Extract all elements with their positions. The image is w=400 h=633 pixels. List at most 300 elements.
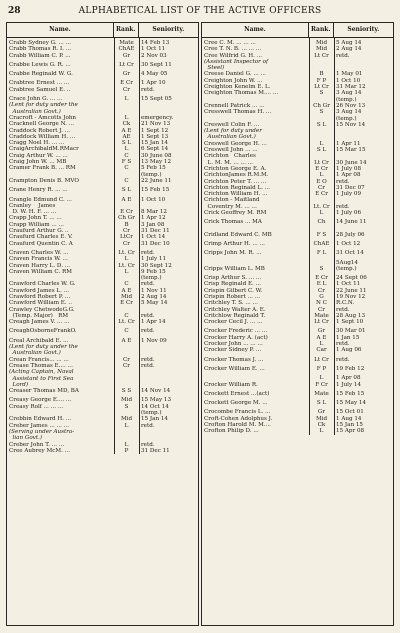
officer-rank: P xyxy=(124,447,129,454)
officer-rank: Lt. Cr xyxy=(313,203,330,210)
officer-rank: Lt Cr xyxy=(314,84,329,91)
officer-rank: S xyxy=(319,90,324,97)
officer-seniority: 1 July 11 xyxy=(141,256,167,263)
officer-seniority: 1 Sept 10 xyxy=(336,319,364,326)
officer-name: Crocker John ... ... ... xyxy=(204,341,263,348)
page-header xyxy=(6,4,394,18)
officer-name: Crispin Gilbert C. W. xyxy=(204,287,263,294)
officer-seniority: 1 Oct 11 xyxy=(336,281,361,288)
officer-rank: S L xyxy=(121,187,132,194)
officer-name: Australian Govt.) xyxy=(9,350,61,357)
officer-name: CrichtonJames R.M.M. xyxy=(204,172,269,179)
officer-rank: L xyxy=(124,146,129,153)
officer-name: (Temp. Major) RM xyxy=(9,312,69,319)
officer-rank: Mate xyxy=(314,312,329,319)
page-number: 28 xyxy=(8,6,21,16)
officer-rank: Mate xyxy=(119,40,134,46)
officer-rank: N C xyxy=(316,300,327,307)
officer-seniority: 6 Sept 14 xyxy=(141,146,169,153)
officer-seniority: retd. xyxy=(336,341,350,348)
officer-name: (Assistant Inspector of xyxy=(204,58,269,65)
officer-name: Crisp Reginald E. ... xyxy=(204,281,261,288)
officer-name: Australian Govt.) xyxy=(9,108,61,115)
officer-rank: Cr xyxy=(318,287,325,294)
officer-name: Crabtree Ernest ... ... xyxy=(9,80,70,87)
officer-name: Crocker Harry A. (act) xyxy=(204,334,268,341)
officer-name: CraigArchibaldM.RMacr xyxy=(9,146,79,153)
officer-rank: Lt. Cr xyxy=(118,249,135,256)
officer-name: Crichton - Maitland xyxy=(204,197,260,204)
officer-name: Craufurd Arthur G. .. xyxy=(9,228,69,235)
officer-name: Australian Govt.) xyxy=(204,134,256,141)
officer-seniority: 1 Aug 06 xyxy=(336,347,362,354)
officer-name: Cree T. N. B. ... ... ... xyxy=(204,46,262,53)
officer-rank: E O xyxy=(316,178,327,185)
officer-name: Steel) xyxy=(204,65,225,72)
officer-rank: E Cr xyxy=(315,275,328,282)
officer-name: Creasy George E.... ... xyxy=(9,397,72,404)
officer-seniority: 31 Mar 12 xyxy=(336,84,366,91)
officer-name: Cripps William L. MB xyxy=(204,265,265,272)
officer-rank: Mid xyxy=(120,397,133,404)
rank-column-header: Rank. xyxy=(114,23,139,37)
officer-name: Cree C. M. ... ... ... xyxy=(204,40,256,46)
officer-rank: Cr xyxy=(318,306,325,313)
officer-rank: C xyxy=(124,177,129,184)
officer-seniority: retd. xyxy=(336,203,350,210)
officer-seniority: 15 Mar 15 xyxy=(336,147,366,154)
officer-seniority: 1 July 14 xyxy=(336,381,362,388)
officer-rank: Lt. Cr xyxy=(118,262,135,269)
left-table-body xyxy=(7,38,198,454)
officer-seniority: 30 Sept 12 xyxy=(141,262,172,269)
officer-rank: C xyxy=(124,328,129,335)
officer-rank: G xyxy=(319,293,324,300)
officer-rank: A E xyxy=(121,287,132,294)
officer-seniority: 2 Aug 14 xyxy=(141,293,167,300)
officer-name: Cripps John M. R. ... xyxy=(204,250,262,257)
officer-seniority: 1 Apr 12 xyxy=(141,215,166,222)
officer-rank: E L xyxy=(316,281,327,288)
officer-name: Crichton George E. A. xyxy=(204,165,267,172)
officer-seniority: 1 Oct 12 xyxy=(336,240,361,247)
officer-name: Crampton Denis B. MVO xyxy=(9,177,79,184)
officer-rank: S xyxy=(124,403,129,410)
officer-seniority: 2 Nov 03 xyxy=(141,52,167,59)
officer-rank: Mid xyxy=(315,40,328,46)
officer-seniority: 31 Dec 11 xyxy=(141,228,170,235)
officer-seniority: (temp.) xyxy=(141,410,162,417)
officer-seniority: 14 June 11 xyxy=(336,219,367,226)
officer-name: Crawley ChetwodeG.G. xyxy=(9,306,75,313)
officer-seniority: 1 Oct 10 xyxy=(336,77,361,84)
officer-rank: F P xyxy=(316,77,327,84)
officer-rank: B xyxy=(124,221,129,228)
officer-name: Crapp William ... ... xyxy=(9,221,64,228)
officer-rank: Cr xyxy=(123,356,130,363)
table-header xyxy=(7,23,198,38)
officer-name: Critchley T. S. ... ... xyxy=(204,300,258,307)
officer-seniority: 1 July 08 xyxy=(336,165,362,172)
officer-rank: L xyxy=(319,172,324,179)
officer-seniority: 31 Oct 14 xyxy=(336,250,364,257)
officer-name: Crocker William R. xyxy=(204,381,258,388)
officer-rank: L xyxy=(319,140,324,147)
officer-name: Crocker Sidney P. ... xyxy=(204,347,262,354)
officer-name: Lord) xyxy=(9,381,29,388)
officer-rank: S L xyxy=(316,147,327,154)
officer-seniority: 1 Jan 15 xyxy=(336,334,360,341)
officer-name: Cranley James xyxy=(9,202,56,209)
officer-name: Craddock Robert J. ... xyxy=(9,127,70,134)
officer-name: (Acting Captain, Naval xyxy=(9,369,74,376)
officer-rank: Car xyxy=(316,347,327,354)
officer-name: Crocker Thomas J. ... xyxy=(204,356,264,363)
officer-name: CreaghOsborneFrankO. xyxy=(9,328,77,335)
officer-name: Critchley Walter A. E. xyxy=(204,306,266,313)
officer-name: Creighton Kenelm E. L. xyxy=(204,84,271,91)
officer-name: Crichton Reginald L. ... xyxy=(204,184,271,191)
officer-name: Craven William C. RM xyxy=(9,268,72,275)
officer-rank: Gr xyxy=(122,71,131,78)
officer-rank: Mid xyxy=(120,293,133,300)
officer-name: Creighton Thomas M.... ... xyxy=(204,90,279,97)
officer-seniority: 14 Oct 14 xyxy=(141,403,169,410)
officer-seniority: 22 June 11 xyxy=(336,287,367,294)
officer-name: Crawford William E. .. xyxy=(9,300,72,307)
officer-seniority: 1 July 06 xyxy=(336,210,362,217)
officer-seniority: 15 Jan 14 xyxy=(141,416,168,423)
officer-seniority: 15 Feb 15 xyxy=(336,390,365,397)
officer-name: Coventry M. ... ... xyxy=(204,203,257,210)
officer-rank: Cr xyxy=(123,240,130,247)
officer-name: Crean Francis... ... ... xyxy=(9,356,69,363)
officer-rank: L xyxy=(124,441,129,448)
officer-seniority: (temp.) xyxy=(141,275,162,282)
officer-seniority: 1 Apr 08 xyxy=(336,375,361,382)
officer-rank: Ch Gr xyxy=(313,102,330,109)
officer-name: Crick Geoffrey M. RM xyxy=(204,210,267,217)
officer-name: Crick Thomas ... MA xyxy=(204,219,262,226)
officer-seniority: 15 Jan 15 xyxy=(336,422,363,429)
officer-seniority: 15 Apr 08 xyxy=(336,428,365,435)
officer-rank: S xyxy=(319,265,324,272)
officer-rank: E Cr xyxy=(315,191,328,198)
officer-rank: Mid xyxy=(315,415,328,422)
left-column xyxy=(6,22,199,626)
officer-name: Cree Wilfrid G. H. ... xyxy=(204,52,263,59)
officer-seniority: 21 Nov 13 xyxy=(141,121,171,128)
officer-seniority: retd. xyxy=(141,328,155,335)
rank-column-header: Rank. xyxy=(309,23,334,37)
officer-seniority: 1 Sept 13 xyxy=(141,133,169,140)
table-header xyxy=(202,23,393,38)
officer-name: Crapp John T. ... ... xyxy=(9,215,62,222)
officer-seniority: 30 Mar 01 xyxy=(336,328,366,335)
officer-seniority: retd. xyxy=(141,86,155,93)
officer-rank: Ck xyxy=(122,121,131,128)
officer-rank: L xyxy=(319,341,324,348)
table-row xyxy=(7,448,198,454)
officer-seniority: 30 June 08 xyxy=(141,152,172,159)
officer-rank: Lt Cr xyxy=(119,61,134,68)
officer-seniority: 15 Feb 15 xyxy=(141,187,170,194)
officer-name: Crabb Sydney G. ... ... xyxy=(9,40,71,46)
officer-name: Crockett Ernest ...(act) xyxy=(204,390,270,397)
officer-seniority: 31 Dec 10 xyxy=(141,240,170,247)
officer-name: (Lent for duty under the xyxy=(9,102,78,109)
officer-rank: L xyxy=(319,210,324,217)
officer-name: Crofton Philip D. ... xyxy=(204,428,259,435)
officer-rank: L xyxy=(319,375,324,382)
officer-seniority: retd. xyxy=(141,281,155,288)
officer-seniority: 1 Sept 12 xyxy=(141,127,169,134)
officer-rank: S xyxy=(319,109,324,116)
officer-rank: Lt. Cr xyxy=(118,319,135,326)
officer-seniority: retd. xyxy=(141,422,155,429)
officer-seniority: 3 Jan 08 xyxy=(141,221,165,228)
officer-seniority: 1 Oct 14 xyxy=(141,234,166,241)
officer-rank: L xyxy=(124,422,129,429)
officer-seniority: 8 Mar 12 xyxy=(141,209,167,216)
officer-name: lian Govt.) xyxy=(9,435,43,442)
officer-name: Crimp Arthur H. ... ... xyxy=(204,240,265,247)
officer-seniority: 1 Oct 10 xyxy=(141,196,166,203)
officer-seniority: 30 June 14 xyxy=(336,159,367,166)
officer-seniority: 1 July 09 xyxy=(336,191,362,198)
officer-name: Crocker Frederic ... ... xyxy=(204,328,268,335)
officer-seniority: 15 May 13 xyxy=(141,397,172,404)
officer-rank: Mate xyxy=(314,390,329,397)
page-title: ALPHABETICAL LIST OF THE ACTIVE OFFICERS xyxy=(78,6,322,16)
officer-name: Creswell John ... ... xyxy=(204,147,258,154)
officer-rank: Cr xyxy=(123,86,130,93)
officer-name: Cridland Edward C. MB xyxy=(204,231,272,238)
officer-rank: A E xyxy=(121,196,132,203)
officer-seniority: 31 Dec 07 xyxy=(336,184,365,191)
seniority-column-header: Seniority. xyxy=(152,26,185,33)
officer-seniority: 24 Sept 06 xyxy=(336,275,367,282)
officer-name: Creighton John W. ... xyxy=(204,77,263,84)
officer-name: Creagh James V. ... ... xyxy=(9,319,70,326)
officer-seniority: 30 Sept 11 xyxy=(141,61,172,68)
officer-rank: S L xyxy=(316,121,327,128)
officer-name: Crabb William C. P. ... xyxy=(9,52,71,59)
officer-seniority: retd. xyxy=(336,178,350,185)
officer-name: Craven Harry L. D. ... xyxy=(9,262,71,269)
officer-name: Critchlow Reginald T. xyxy=(204,312,266,319)
officer-rank: E Cr xyxy=(120,300,133,307)
officer-name: Creber James ... ... ... xyxy=(9,422,70,429)
officer-name: Crawford James L. ... xyxy=(9,287,69,294)
officer-name: Cracknell George N. ... xyxy=(9,121,74,128)
officer-rank: C xyxy=(124,312,129,319)
officer-name: Crebbin Edward H. ... xyxy=(9,416,72,423)
officer-seniority: retd. xyxy=(336,356,350,363)
officer-rank: A E xyxy=(316,334,327,341)
officer-rank: Lt Cr xyxy=(314,159,329,166)
officer-seniority: 5Aug14 xyxy=(336,259,358,266)
officer-seniority: 19 Feb 12 xyxy=(336,365,365,372)
officer-rank: LtCr xyxy=(120,234,133,241)
officer-name: Craufurd Charles E. V. xyxy=(9,234,73,241)
officer-seniority: 1 Apr 10 xyxy=(141,80,166,87)
officer-name: Crabbe Lewis G. R. ... xyxy=(9,61,71,68)
officer-name: Crichton Peter T. ... ... xyxy=(204,178,267,185)
officer-name: Crisp Arthur S. ... ... xyxy=(204,275,262,282)
officer-name: Crabbe Reginald W. G. xyxy=(9,71,73,78)
officer-name: Crofton Harold M. M.... xyxy=(204,422,271,429)
officer-seniority: (temp.) xyxy=(336,265,357,272)
officer-name: Craig Arthur W. ... ... xyxy=(9,152,68,159)
officer-seniority: 1 Oct 11 xyxy=(141,46,166,53)
officer-rank: Cr xyxy=(123,228,130,235)
officer-seniority: 22 June 11 xyxy=(141,177,172,184)
officer-name: Crichton Charles xyxy=(204,153,256,160)
officer-rank: F Cr xyxy=(315,381,328,388)
officer-seniority: 15 Nov 14 xyxy=(336,121,366,128)
officer-seniority: 1 Apr 08 xyxy=(336,172,361,179)
officer-seniority: 3 Aug 14 xyxy=(336,109,362,116)
officer-name: Crispin Robert ... ... xyxy=(204,293,260,300)
officer-seniority: 31 Dec 11 xyxy=(141,447,170,454)
officer-name: Crabb Thomas R. I. ... xyxy=(9,46,72,53)
officer-seniority: 19 Nov 12 xyxy=(336,293,366,300)
officer-rank: F S xyxy=(121,159,132,166)
seniority-column-header: Seniority. xyxy=(347,26,380,33)
officer-name: Crocker William E. ... xyxy=(204,365,265,372)
officer-seniority: 13 May 12 xyxy=(141,159,172,166)
officer-rank: S S xyxy=(121,388,132,395)
officer-seniority: (temp.) xyxy=(336,96,357,103)
officer-name: Crocombe Francis L. ... xyxy=(204,409,271,416)
officer-rank: Cr xyxy=(123,362,130,369)
name-column-header: Name. xyxy=(202,23,309,37)
officer-rank: Ch xyxy=(317,219,326,226)
officer-rank: F P xyxy=(316,365,327,372)
officer-rank: E Cr xyxy=(120,209,133,216)
officer-rank: Mid xyxy=(315,46,328,53)
officer-name: Craufurd Quentin C. A xyxy=(9,240,73,247)
officer-seniority: retd. xyxy=(141,356,155,363)
officer-seniority: 1 Nov 11 xyxy=(141,287,167,294)
officer-seniority: retd. xyxy=(141,362,155,369)
officer-rank: L xyxy=(124,114,129,121)
officer-name: Creaser Thomas MD, BA xyxy=(9,388,79,395)
officer-rank: L xyxy=(319,428,324,435)
officer-seniority: 1 Nov 09 xyxy=(141,337,167,344)
officer-rank: Lt Cr xyxy=(314,52,329,59)
officer-seniority: 1 May 01 xyxy=(336,71,363,78)
officer-name: Crichton William H. ... xyxy=(204,191,268,198)
officer-seniority: 4 May 05 xyxy=(141,71,168,78)
officer-seniority: 26 Nov 13 xyxy=(336,102,366,109)
officer-rank: AE xyxy=(122,133,131,140)
officer-rank: Ck xyxy=(317,422,326,429)
officer-name: Craven Charles W. ... xyxy=(9,249,69,256)
officer-name: Creswell Colin F. ... xyxy=(204,121,260,128)
officer-name: Crennell Patrick ... ... xyxy=(204,102,265,109)
officer-name: Craven Francis W. ... xyxy=(9,256,68,263)
officer-seniority: 5 Feb 15 xyxy=(141,165,166,172)
officer-seniority: retd. xyxy=(336,306,350,313)
officer-seniority: 15 May 14 xyxy=(336,400,367,407)
officer-seniority: 1 Apr 11 xyxy=(336,140,361,147)
officer-rank: E Cr xyxy=(315,165,328,172)
officer-name: Crabtree Samuel E. .. xyxy=(9,86,71,93)
officer-seniority: 5 May 14 xyxy=(141,300,168,307)
officer-rank: E Cr xyxy=(120,80,133,87)
officer-name: Creber John T. ... ... xyxy=(9,441,65,448)
officer-seniority: 28 Aug 13 xyxy=(336,312,366,319)
officer-seniority: 15 Jan 14 xyxy=(141,140,168,147)
officer-name: Crace John G. ... ... xyxy=(9,96,63,103)
officer-seniority: (temp.) xyxy=(336,115,357,122)
officer-name: Assistant to First Sea xyxy=(9,375,74,382)
officer-name: Creese Daniel G. ... ... xyxy=(204,71,266,78)
officer-seniority: (temp.) xyxy=(141,171,162,178)
officer-rank: Ch Gr xyxy=(118,215,135,222)
officer-name: (Lent for duty under xyxy=(204,128,262,135)
officer-rank: S L xyxy=(121,140,132,147)
officer-rank: F S xyxy=(316,231,327,238)
officer-name: Crawford Charles W. G. xyxy=(9,281,76,288)
officer-rank: F L xyxy=(316,250,327,257)
officer-name: Cresswell Thomas H. ... xyxy=(204,109,272,116)
officer-name: Crease Thomas E.... ... xyxy=(9,362,73,369)
officer-name: Craddock William H. ... xyxy=(9,133,76,140)
officer-rank: Gr xyxy=(317,328,326,335)
officer-seniority: 1 Aug 14 xyxy=(336,415,362,422)
officer-seniority: 9 Feb 15 xyxy=(141,268,166,275)
officer-name: Cracroft - Amcotts John xyxy=(9,114,77,121)
officer-name: Creswell George H. ... xyxy=(204,140,267,147)
officer-rank: Gr xyxy=(317,409,326,416)
officer-name: Creasy Rolf ... ... ... xyxy=(9,403,64,410)
officer-name: Croft-Cohen Adolphus J. xyxy=(204,415,273,422)
officer-name: D. W. H. F. ... ... xyxy=(9,209,57,216)
officer-rank: ChAE xyxy=(118,46,135,53)
table-row xyxy=(202,428,393,434)
officer-seniority: 2 Aug 14 xyxy=(336,46,362,53)
officer-seniority: 15 Oct 01 xyxy=(336,409,364,416)
officer-rank: Cr xyxy=(318,184,325,191)
officer-rank: C xyxy=(124,165,129,172)
officer-rank: Lt Cr xyxy=(314,356,329,363)
officer-rank: L xyxy=(124,96,129,103)
officer-name: (Lent for duty under the xyxy=(9,344,78,351)
officer-name: Crane Henry R. ... ... xyxy=(9,187,68,194)
officer-rank: A E xyxy=(121,127,132,134)
officer-list xyxy=(6,22,394,628)
officer-name: Crockett George M. ... xyxy=(204,400,268,407)
officer-seniority: 3 Aug 14 xyxy=(336,90,362,97)
officer-name: Craig John W. ... MB xyxy=(9,159,67,166)
officer-name: Cramer Frank B. ... RM xyxy=(9,165,76,172)
officer-seniority: retd. xyxy=(141,441,155,448)
officer-name: Crocker Cecil J. ... ... xyxy=(204,319,263,326)
officer-name: (Serving under Austra- xyxy=(9,428,75,435)
officer-seniority: retd. xyxy=(141,249,155,256)
officer-seniority: 28 July 06 xyxy=(336,231,365,238)
officer-rank: C xyxy=(124,281,129,288)
officer-rank: Mid xyxy=(120,416,133,423)
officer-seniority: 14 Feb 13 xyxy=(141,40,170,46)
officer-rank: S L xyxy=(316,400,327,407)
officer-seniority: retd. xyxy=(336,52,350,59)
officer-name: Crangle Edmund C. ... xyxy=(9,196,72,203)
right-table-body xyxy=(202,38,393,435)
